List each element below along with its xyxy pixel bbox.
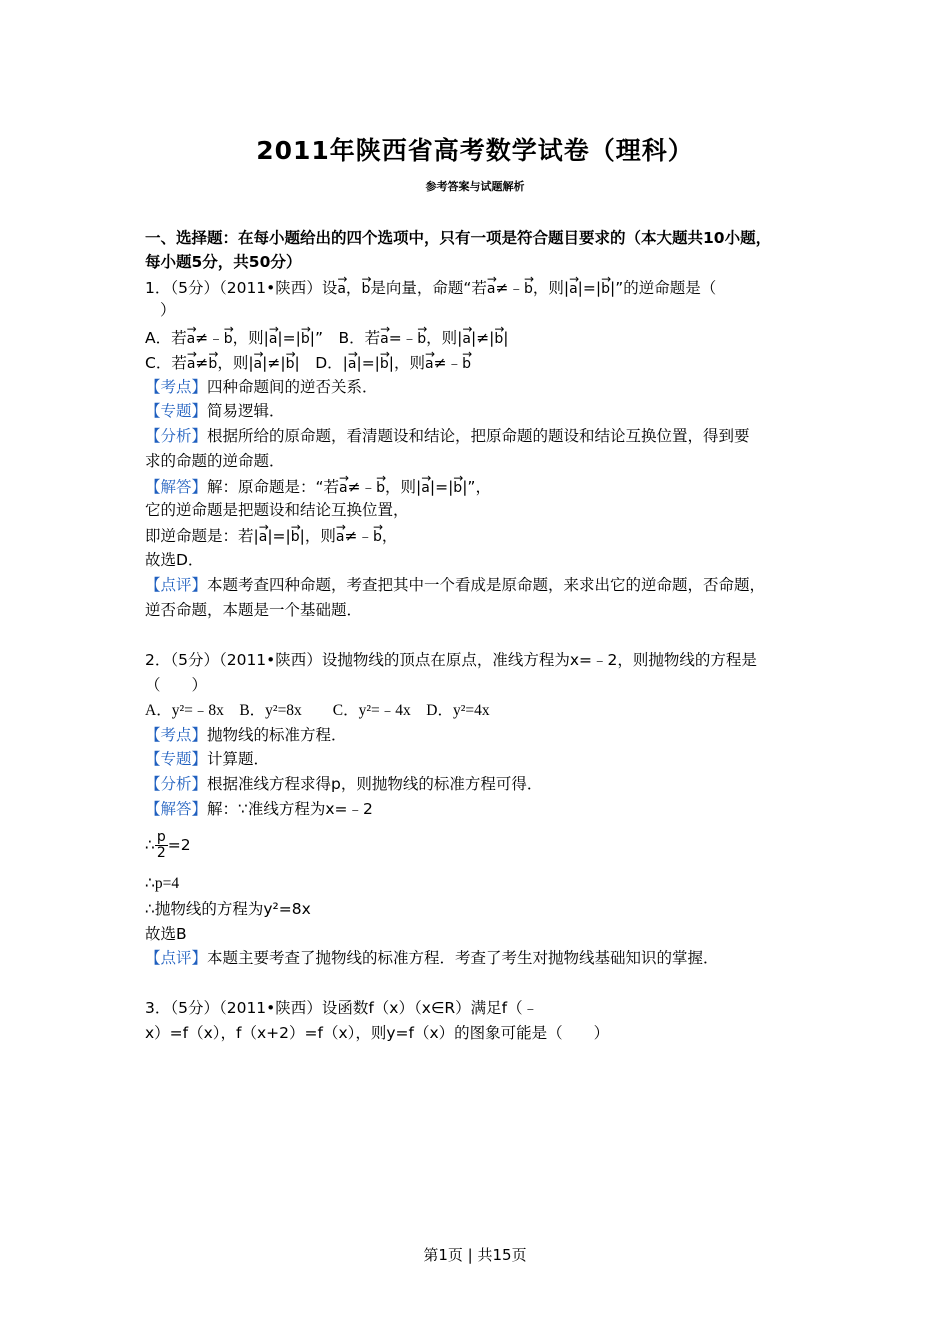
vector-b: → b bbox=[453, 476, 462, 494]
vector-a: → a bbox=[380, 327, 389, 345]
q1-fenxi-cont: 求的命题的逆命题． bbox=[145, 452, 285, 470]
q1-kaodian: 【考点】四种命题间的逆否关系． bbox=[145, 378, 378, 396]
q2-jieda-4: ∴抛物线的方程为y²=8x bbox=[145, 900, 311, 918]
vector-b: → b bbox=[224, 327, 233, 345]
q2-jieda: 【解答】解：∵准线方程为x=﹣2 bbox=[145, 800, 373, 818]
q3-stem: 3．（5分）（2011•陕西）设函数f（x）（x∈R）满足f（﹣ bbox=[145, 999, 539, 1017]
q1-options-cd: C．若→ a≠→ b，则|→ a|≠|→ b| D．|→ a|=|→ b|，则→ a≠﹣→ b bbox=[145, 352, 471, 373]
q1-dianping: 【点评】本题考查四种命题，考查把其中一个看成是原命题，来求出它的逆命题，否命题， bbox=[145, 576, 766, 594]
q1-jieda: 【解答】解：原命题是：“若→ a≠﹣→ b，则|→ a|=|→ b|”， bbox=[145, 476, 491, 497]
q1-zhuanti: 【专题】简易逻辑． bbox=[145, 402, 285, 420]
fraction-p-over-2: $\frac{p}{2}$ bbox=[156, 829, 166, 861]
vector-b: → b bbox=[524, 277, 533, 295]
q2-jieda-3: ∴p=4 bbox=[145, 875, 180, 892]
q2-fenxi: 【分析】根据准线方程求得p，则抛物线的标准方程可得． bbox=[145, 775, 543, 793]
page-subtitle: 参考答案与试题解析 bbox=[425, 180, 525, 193]
vector-b: → b bbox=[208, 352, 217, 370]
vector-b: → b bbox=[601, 277, 610, 295]
q2-kaodian: 【考点】抛物线的标准方程． bbox=[145, 726, 347, 744]
vector-b: → b bbox=[361, 277, 370, 295]
vector-a: → a bbox=[487, 277, 496, 295]
vector-a: → a bbox=[336, 525, 345, 543]
vector-a: → a bbox=[259, 525, 268, 543]
q1-stem: 1．（5分）（2011•陕西）设→ a，→ b是向量，命题“若→ a≠﹣→ b，则|→ a|=|→ b|”的逆命题是（ bbox=[145, 277, 716, 298]
vector-a: → a bbox=[254, 352, 263, 370]
vector-a: → a bbox=[269, 327, 278, 345]
q1-jieda-2: 它的逆命题是把题设和结论互换位置， bbox=[145, 501, 409, 519]
vector-b: → b bbox=[376, 476, 385, 494]
vector-a: → a bbox=[187, 352, 196, 370]
vector-b: → b bbox=[286, 352, 295, 370]
page-footer: 第1页 | 共15页 bbox=[423, 1246, 527, 1264]
q2-stem: 2．（5分）（2011•陕西）设抛物线的顶点在原点，准线方程为x=﹣2，则抛物线的方程是 bbox=[145, 651, 757, 669]
q1-dianping-cont: 逆否命题，本题是一个基础题． bbox=[145, 601, 363, 619]
q1-jieda-3: 即逆命题是：若|→ a|=|→ b|，则→ a≠﹣→ b， bbox=[145, 525, 397, 546]
q2-stem-cont: （ ） bbox=[145, 676, 208, 694]
q1-stem-close: ） bbox=[160, 301, 176, 319]
vector-b: → b bbox=[494, 327, 503, 345]
vector-a: → a bbox=[425, 352, 434, 370]
vector-b: → b bbox=[380, 352, 389, 370]
q2-jieda-fraction-line: ∴ $\frac{p}{2}$ =2 bbox=[145, 829, 191, 861]
q1-options-ab: A．若→ a≠﹣→ b，则|→ a|=|→ b|” B．若→ a=﹣→ b，则|→ a|≠|→ b| bbox=[145, 327, 509, 348]
section-heading-line-2: 每小题5分，共50分） bbox=[145, 253, 302, 271]
vector-a: → a bbox=[569, 277, 578, 295]
page-title: 2011年陕西省高考数学试卷（理科） bbox=[256, 136, 694, 165]
q2-options: A．y²=﹣8x B．y²=8x C．y²=﹣4x D．y²=4x bbox=[145, 702, 490, 719]
vector-a: → a bbox=[421, 476, 430, 494]
vector-b: → b bbox=[462, 352, 471, 370]
q1-fenxi: 【分析】根据所给的原命题，看清题设和结论，把原命题的题设和结论互换位置，得到要 bbox=[145, 427, 750, 445]
vector-a: → a bbox=[348, 352, 357, 370]
vector-b: → b bbox=[373, 525, 382, 543]
vector-b: → b bbox=[291, 525, 300, 543]
q2-jieda-5: 故选B bbox=[145, 925, 187, 943]
q2-zhuanti: 【专题】计算题． bbox=[145, 750, 270, 768]
vector-b: → b bbox=[417, 327, 426, 345]
vector-a: → a bbox=[462, 327, 471, 345]
q1-jieda-4: 故选D． bbox=[145, 551, 204, 569]
vector-a: → a bbox=[187, 327, 196, 345]
q3-stem-cont: x）=f（x），f（x+2）=f（x），则y=f（x）的图象可能是（ ） bbox=[145, 1024, 610, 1042]
vector-a: → a bbox=[339, 476, 348, 494]
section-heading-line-1: 一、选择题：在每小题给出的四个选项中，只有一项是符合题目要求的（本大题共10小题， bbox=[145, 229, 772, 247]
vector-a: → a bbox=[337, 277, 346, 295]
vector-b: → b bbox=[301, 327, 310, 345]
q2-dianping: 【点评】本题主要考查了抛物线的标准方程．考查了考生对抛物线基础知识的掌握． bbox=[145, 949, 719, 967]
